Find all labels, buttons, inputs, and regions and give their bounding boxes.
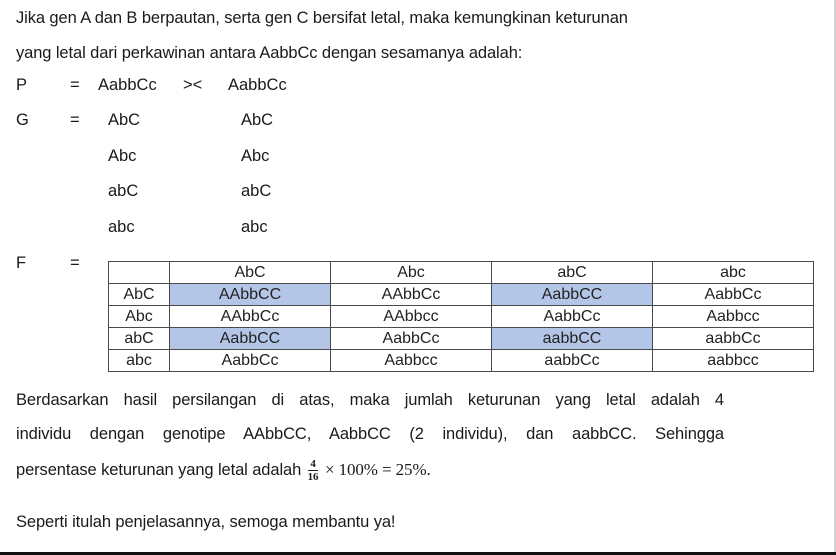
parental-label: P <box>16 76 28 94</box>
gamete-left-4: abc <box>108 218 135 236</box>
lethal-genotype-cell: AAbbCC <box>170 284 331 306</box>
parental-equals: = <box>70 76 80 94</box>
intro-line-2: yang letal dari perkawinan antara AabbCc dengan sesamanya adalah: <box>16 44 523 62</box>
genotype-cell: AAbbcc <box>331 306 492 328</box>
genotype-cell: AabbCc <box>492 306 653 328</box>
genotype-cell: AAbbCc <box>331 284 492 306</box>
row-header: Abc <box>109 306 170 328</box>
table-row <box>109 350 814 372</box>
genotype-cell: AabbCc <box>653 284 814 306</box>
gamete-left-1: AbC <box>108 111 141 129</box>
genotype-cell: Aabbcc <box>653 306 814 328</box>
cross-symbol: >< <box>183 76 203 94</box>
genotype-cell: AabbCc <box>170 350 331 372</box>
genotype-cell: aabbCc <box>492 350 653 372</box>
closing-line: Seperti itulah penjelasannya, semoga membantu ya! <box>16 513 396 531</box>
genotype-cell: AabbCc <box>331 328 492 350</box>
table-row <box>109 284 814 306</box>
row-header: abc <box>109 350 170 372</box>
column-header: Abc <box>331 262 492 284</box>
genotype-cell: AAbbCc <box>170 306 331 328</box>
formula-result: × 100% = 25%. <box>324 459 431 479</box>
conclusion-line-2: individu dengan genotipe AAbbCC, AabbCC (2 individu), dan aabbCC. Sehingga <box>16 425 724 443</box>
intro-line-1: Jika gen A dan B berpautan, serta gen C bersifat letal, maka kemungkinan keturunan <box>16 9 628 27</box>
genotype-cell: Aabbcc <box>331 350 492 372</box>
column-header: abC <box>492 262 653 284</box>
parent-2-genotype: AabbCc <box>228 76 287 94</box>
gamete-left-2: Abc <box>108 147 137 165</box>
gametes-label: G <box>16 111 29 129</box>
lethal-genotype-cell: AabbCC <box>492 284 653 306</box>
fraction <box>308 458 319 483</box>
fraction-numerator: 4 <box>308 458 319 471</box>
parent-1-genotype: AabbCc <box>98 76 157 94</box>
column-header: AbC <box>170 262 331 284</box>
filial-equals: = <box>70 254 80 272</box>
table-corner-cell <box>109 262 170 284</box>
punnett-square-table <box>108 261 814 372</box>
table-row <box>109 328 814 350</box>
row-header: AbC <box>109 284 170 306</box>
gamete-left-3: abC <box>108 182 139 200</box>
genotype-cell: aabbCc <box>653 328 814 350</box>
fraction-denominator: 16 <box>307 471 319 483</box>
lethal-genotype-cell: AabbCC <box>170 328 331 350</box>
table-row <box>109 306 814 328</box>
gamete-right-1: AbC <box>241 111 274 129</box>
row-header: abC <box>109 328 170 350</box>
gamete-right-4: abc <box>241 218 268 236</box>
conclusion-line-3 <box>16 458 431 483</box>
percentage-text: persentase keturunan yang letal adalah <box>16 460 302 479</box>
gamete-right-3: abC <box>241 182 272 200</box>
lethal-genotype-cell: aabbCC <box>492 328 653 350</box>
table-header-row <box>109 262 814 284</box>
column-header: abc <box>653 262 814 284</box>
genotype-cell: aabbcc <box>653 350 814 372</box>
filial-label: F <box>16 254 27 272</box>
gamete-right-2: Abc <box>241 147 270 165</box>
gametes-equals: = <box>70 111 80 129</box>
conclusion-line-1: Berdasarkan hasil persilangan di atas, maka jumlah keturunan yang letal adalah 4 <box>16 391 724 409</box>
